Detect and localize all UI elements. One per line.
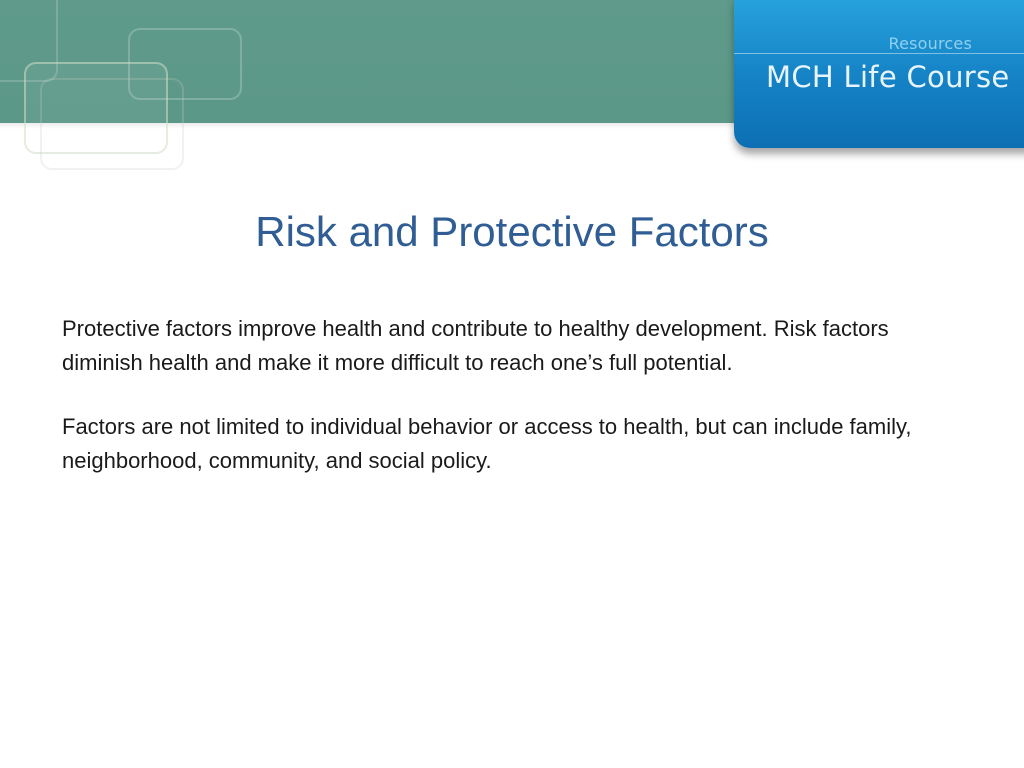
body-paragraph: Factors are not limited to individual behavior or access to health, but can include family, neighborhood, community, and social policy. — [62, 414, 912, 473]
badge-title: MCH Life Course — [766, 60, 1010, 94]
decorative-square — [40, 78, 184, 170]
badge-divider — [734, 53, 1024, 54]
slide-body — [62, 312, 962, 508]
body-paragraph: Protective factors improve health and contribute to healthy development. Risk factors diminish health and make it more difficult to reach one’s full potential. — [62, 316, 889, 375]
badge-section-label: Resources — [888, 34, 972, 53]
page-title: Risk and Protective Factors — [255, 208, 769, 255]
mch-life-course-badge — [734, 0, 1024, 148]
